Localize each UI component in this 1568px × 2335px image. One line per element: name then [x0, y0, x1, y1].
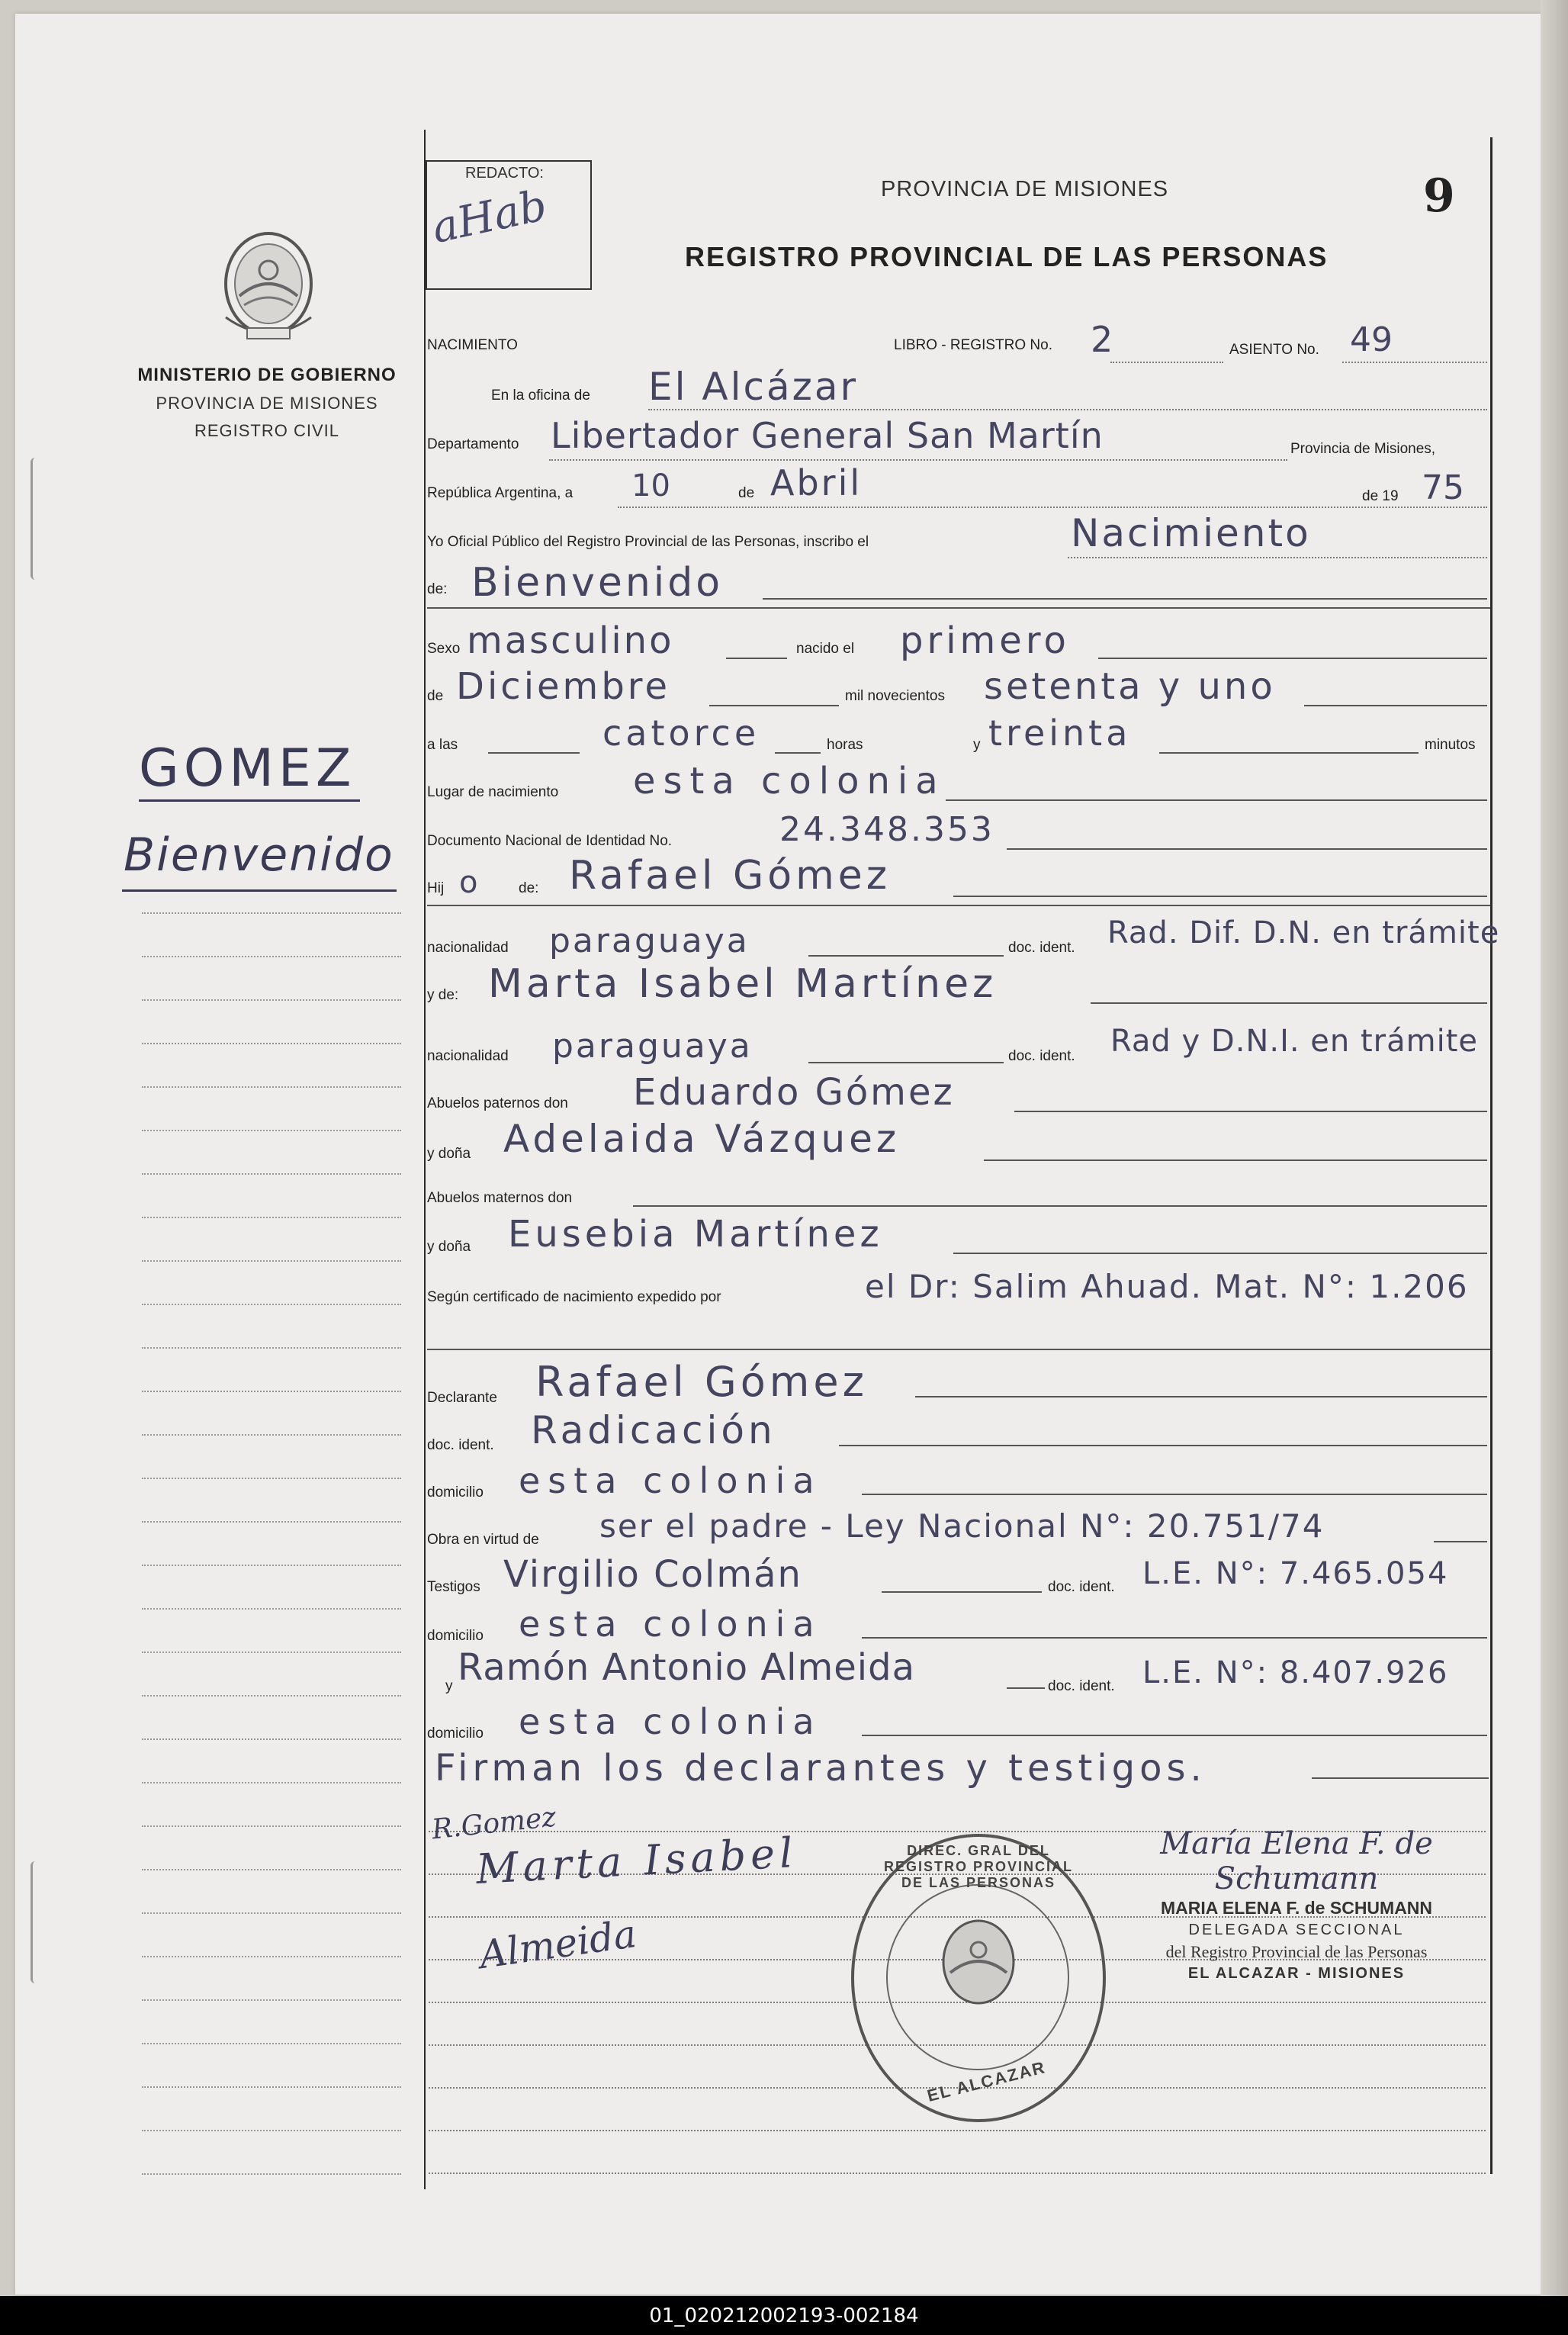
binding-staple	[31, 1861, 43, 1983]
oficial-label: Yo Oficial Público del Registro Provincial de las Personas, inscribo el	[427, 534, 869, 550]
signature-madre: Marta Isabel	[474, 1828, 798, 1893]
solid-line	[488, 752, 580, 754]
testigos-label: Testigos	[427, 1579, 480, 1595]
margin-dotted-line	[142, 1738, 401, 1740]
solid-line	[1007, 848, 1487, 850]
signature-declarante: R.Gomez	[430, 1801, 558, 1846]
obra-value: ser el padre - Ley Nacional N°: 20.751/74	[599, 1507, 1325, 1545]
solid-line	[946, 799, 1487, 801]
solid-line	[1434, 1541, 1487, 1542]
margin-dotted-line	[142, 1652, 401, 1653]
dotted-line	[1110, 362, 1223, 363]
dotted-line	[648, 409, 1487, 410]
provincia-label: Provincia de Misiones,	[1290, 441, 1436, 457]
asiento-value: 49	[1350, 320, 1393, 359]
margin-dotted-line	[142, 1608, 401, 1610]
departamento-value: Libertador General San Martín	[551, 415, 1104, 456]
firman-value: Firman los declarantes y testigos.	[435, 1747, 1207, 1790]
solid-line	[709, 705, 839, 706]
margin-dotted-line	[142, 2043, 401, 2044]
testigo1-doc-value: L.E. N°: 7.465.054	[1142, 1556, 1449, 1591]
signature-testigo: Almeida	[476, 1911, 639, 1978]
padre-doc-value: Rad. Dif. D.N. en trámite	[1107, 915, 1500, 950]
republica-label: República Argentina, a	[427, 485, 574, 501]
nombre-value: Bienvenido	[471, 560, 724, 606]
solid-line	[633, 1205, 1487, 1207]
margin-dotted-line	[142, 1869, 401, 1870]
provincial-shield-icon	[217, 226, 320, 346]
margin-dotted-line	[142, 1217, 401, 1218]
redacto-initials: aHab	[427, 180, 551, 254]
solid-line	[726, 658, 787, 659]
margin-given-name: Bienvenido	[124, 828, 394, 882]
year-value: 75	[1422, 468, 1464, 507]
margin-dotted-line	[142, 1391, 401, 1392]
dotted-line	[429, 2130, 1486, 2131]
registry-title: REGISTRO PROVINCIAL DE LAS PERSONAS	[685, 241, 1329, 272]
margin-dotted-line	[142, 1434, 401, 1436]
solid-line	[427, 905, 1490, 906]
official-signature: María Elena F. de Schumann	[1160, 1826, 1433, 1896]
margin-dotted-line	[142, 1782, 401, 1783]
official-title: DELEGADA SECCIONAL	[1188, 1922, 1405, 1938]
dotted-line	[429, 2173, 1486, 2174]
redacto-box	[426, 160, 592, 290]
margin-dotted-line	[142, 1173, 401, 1175]
minutos-label: minutos	[1425, 737, 1476, 753]
margin-dotted-line	[142, 1260, 401, 1262]
margin-dotted-line	[142, 1304, 401, 1305]
solid-line	[1014, 1111, 1487, 1112]
solid-line	[1159, 752, 1419, 754]
minutos-value: treinta	[988, 712, 1132, 754]
de-nombre-label: de:	[427, 581, 448, 597]
margin-dotted-line	[142, 912, 401, 914]
solid-line	[984, 1159, 1487, 1161]
y-de-label: y de:	[427, 987, 459, 1003]
ministry-line3: REGISTRO CIVIL	[194, 421, 340, 440]
solid-line	[775, 752, 821, 754]
doc-ident-label: doc. ident.	[1008, 940, 1075, 956]
dni-label: Documento Nacional de Identidad No.	[427, 833, 673, 849]
registry-stamp	[851, 1834, 1106, 2122]
testigo1-domicilio-value: esta colonia	[519, 1603, 822, 1645]
margin-dotted-line	[142, 1999, 401, 2001]
day-value: 10	[631, 468, 670, 503]
margin-surname: GOMEZ	[139, 738, 356, 799]
solid-line	[882, 1591, 1042, 1593]
binding-staple	[31, 458, 43, 580]
stamp-center-text: EL ALCAZAR	[925, 2057, 1048, 2105]
solid-line	[808, 955, 1004, 957]
acto-value: Nacimiento	[1071, 511, 1311, 555]
solid-line	[862, 1735, 1487, 1736]
declarante-value: Rafael Gómez	[535, 1358, 868, 1406]
page-number: 9	[1423, 169, 1455, 223]
departamento-label: Departamento	[427, 436, 519, 452]
doc-ident-label: doc. ident.	[1048, 1678, 1115, 1694]
margin-dotted-line	[142, 1825, 401, 1827]
horas-label: horas	[827, 737, 863, 753]
testigo2-doc-value: L.E. N°: 8.407.926	[1142, 1655, 1449, 1690]
padre-nacionalidad-value: paraguaya	[549, 921, 750, 960]
solid-line	[862, 1637, 1487, 1639]
abuela-materna-value: Eusebia Martínez	[508, 1213, 883, 1256]
testigo1-value: Virgilio Colmán	[503, 1553, 802, 1596]
margin-dotted-line	[142, 1130, 401, 1131]
margin-underline	[122, 889, 397, 892]
margin-dotted-line	[142, 1956, 401, 1957]
solid-line	[953, 1253, 1487, 1254]
alas-label: a las	[427, 737, 458, 753]
mes-nacimiento-value: Diciembre	[456, 665, 670, 708]
page-edge	[1541, 0, 1568, 2296]
libro-label: LIBRO - REGISTRO No.	[894, 337, 1052, 353]
doc-ident-label: doc. ident.	[1008, 1048, 1075, 1064]
solid-line	[1098, 658, 1487, 659]
dotted-line	[618, 507, 1487, 508]
dni-value: 24.348.353	[779, 810, 994, 849]
declarante-domicilio-value: esta colonia	[519, 1460, 822, 1501]
margin-dotted-line	[142, 1043, 401, 1044]
margin-dotted-line	[142, 1521, 401, 1523]
y-label: y	[445, 1678, 453, 1694]
margin-dotted-line	[142, 956, 401, 957]
domicilio-label: domicilio	[427, 1628, 484, 1644]
libro-value: 2	[1091, 319, 1113, 360]
solid-line	[915, 1396, 1487, 1397]
footer-reference: 01_020212002193-002184	[649, 2304, 919, 2327]
margin-dotted-line	[142, 2130, 401, 2131]
margin-dotted-line	[142, 1695, 401, 1697]
margin-dotted-line	[142, 2173, 401, 2175]
margin-underline	[139, 799, 360, 802]
dotted-line	[1342, 362, 1487, 363]
solid-line	[839, 1445, 1487, 1446]
margin-dotted-line	[142, 2086, 401, 2088]
obra-label: Obra en virtud de	[427, 1532, 539, 1548]
solid-line	[427, 1349, 1490, 1350]
dotted-line	[1068, 557, 1487, 558]
testigo2-value: Ramón Antonio Almeida	[458, 1646, 916, 1689]
oficina-label: En la oficina de	[491, 388, 590, 404]
padre-value: Rafael Gómez	[569, 853, 892, 899]
margin-dotted-line	[142, 1478, 401, 1479]
hijo-suffix: o	[459, 865, 478, 900]
margin-dotted-line	[142, 999, 401, 1001]
dona-label: y doña	[427, 1146, 471, 1162]
ministry-line1: MINISTERIO DE GOBIERNO	[137, 365, 397, 385]
y-label: y	[973, 737, 981, 753]
certificado-value: el Dr: Salim Ahuad. Mat. N°: 1.206	[865, 1268, 1469, 1305]
solid-line	[808, 1062, 1004, 1063]
doc-ident-label: doc. ident.	[427, 1437, 494, 1453]
hijo-label: Hij	[427, 880, 445, 896]
madre-nacionalidad-value: paraguaya	[552, 1027, 753, 1066]
year-label: de 19	[1362, 488, 1399, 504]
oficina-value: El Alcázar	[648, 365, 859, 409]
abuelo-paterno-value: Eduardo Gómez	[633, 1071, 955, 1114]
margin-dotted-line	[142, 1347, 401, 1349]
nacionalidad-label: nacionalidad	[427, 1048, 509, 1064]
margin-dotted-line	[142, 1565, 401, 1566]
form-frame-left	[424, 130, 426, 2189]
record-type-label: NACIMIENTO	[427, 337, 518, 353]
official-name: MARIA ELENA F. de SCHUMANN	[1160, 1898, 1433, 1918]
nacido-value: primero	[900, 619, 1070, 662]
solid-line	[862, 1494, 1487, 1495]
testigo2-domicilio-value: esta colonia	[519, 1701, 822, 1742]
declarante-label: Declarante	[427, 1390, 497, 1406]
stamp-inner-ring	[886, 1884, 1069, 2070]
margin-dotted-line	[142, 1086, 401, 1088]
solid-line	[427, 607, 1490, 609]
sexo-label: Sexo	[427, 641, 461, 657]
solid-line	[953, 896, 1487, 897]
madre-doc-value: Rad y D.N.I. en trámite	[1110, 1024, 1478, 1059]
abuelos-paternos-label: Abuelos paternos don	[427, 1095, 568, 1111]
margin-dotted-line	[142, 1912, 401, 1914]
ministry-line2: PROVINCIA DE MISIONES	[156, 394, 378, 413]
lugar-label: Lugar de nacimiento	[427, 784, 559, 800]
solid-line	[1007, 1687, 1045, 1689]
solid-line	[763, 598, 1487, 600]
doc-ident-label: doc. ident.	[1048, 1579, 1115, 1595]
footer-bar	[0, 2296, 1568, 2335]
month-value: Abril	[770, 462, 863, 503]
nacionalidad-label: nacionalidad	[427, 940, 509, 956]
anio-nacimiento-value: setenta y uno	[984, 665, 1276, 708]
de-mes-label: de	[427, 688, 444, 704]
dotted-line	[549, 459, 1287, 461]
stamp-shield-icon	[937, 1916, 1020, 2008]
certificado-label: Según certificado de nacimiento expedido por	[427, 1289, 721, 1305]
official-org: del Registro Provincial de las Personas	[1165, 1942, 1428, 1961]
asiento-label: ASIENTO No.	[1229, 342, 1319, 358]
official-signature-block	[1098, 1826, 1495, 1983]
de-label: de	[738, 485, 755, 501]
dona-label: y doña	[427, 1239, 471, 1255]
official-place: EL ALCAZAR - MISIONES	[1187, 1965, 1406, 1982]
province-title: PROVINCIA DE MISIONES	[881, 177, 1169, 201]
stamp-ring-text: DIREC. GRAL DEL REGISTRO PROVINCIAL DE LAS PERSONAS	[883, 1843, 1073, 1890]
nacido-label: nacido el	[796, 641, 855, 657]
sexo-value: masculino	[467, 619, 674, 662]
hijo-de-label: de:	[519, 880, 539, 896]
redacto-label: REDACTO:	[465, 165, 544, 182]
solid-line	[1091, 1002, 1487, 1004]
domicilio-label: domicilio	[427, 1484, 484, 1500]
mil-novecientos-label: mil novecientos	[845, 688, 945, 704]
solid-line	[1304, 705, 1487, 706]
madre-value: Marta Isabel Martínez	[488, 961, 998, 1007]
domicilio-label: domicilio	[427, 1726, 484, 1742]
declarante-doc-value: Radicación	[531, 1408, 776, 1452]
lugar-value: esta colonia	[633, 760, 946, 802]
ministry-header	[137, 365, 397, 441]
solid-line	[1312, 1777, 1489, 1779]
abuela-paterna-value: Adelaida Vázquez	[503, 1117, 901, 1161]
horas-value: catorce	[602, 712, 760, 754]
abuelos-maternos-label: Abuelos maternos don	[427, 1190, 573, 1206]
